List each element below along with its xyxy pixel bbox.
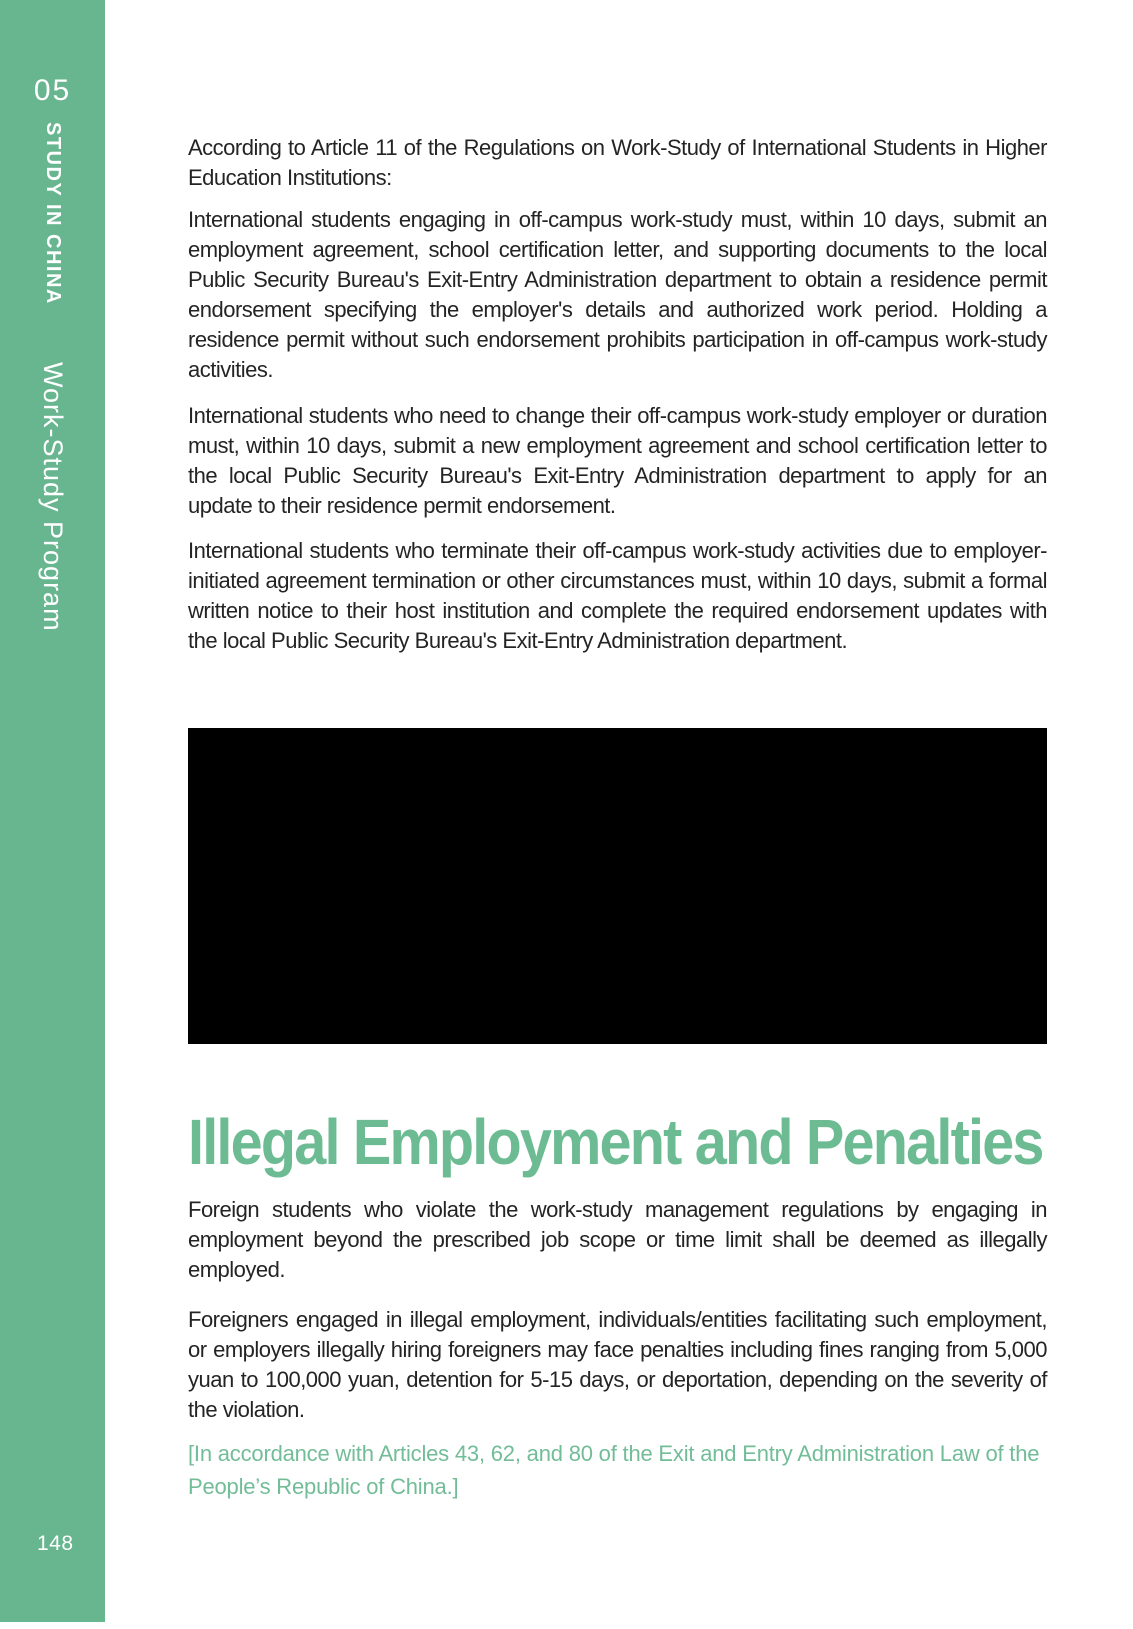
chapter-number: 05 <box>33 74 72 107</box>
chapter-title: STUDY IN CHINA <box>42 122 64 305</box>
page-number: 148 <box>37 1532 74 1555</box>
paragraph-endorsement-requirement: International students engaging in off-campus work-study must, within 10 days, submit an employment agreement, school certification letter, and supporting documents to the local Public Security Bureau's Exit-Entry Administration department to obtain a residence permit endorsement specifying the employer's details and authorized work period. Holding a residence permit without such endorsement prohibits participation in off-campus work-study activities. <box>188 207 1047 382</box>
photo-placeholder <box>188 728 1047 1044</box>
legal-reference-note: [In accordance with Articles 43, 62, and 80 of the Exit and Entry Administration Law of the People’s Republic of China.] <box>188 1441 1040 1499</box>
paragraph-termination-notice: International students who terminate their off-campus work-study activities due to employer-initiated agreement termination or other circumstances must, within 10 days, submit a formal written notice to their host institution and complete the required endorsement updates with the local Public Security Bureau's Exit-Entry Administration department. <box>188 538 1047 653</box>
intro-paragraph-regulation-reference: According to Article 11 of the Regulations on Work-Study of International Students in Higher Education Institutions: <box>188 135 1047 190</box>
paragraph-illegal-employment-definition: Foreign students who violate the work-study management regulations by engaging in employment beyond the prescribed job scope or time limit shall be deemed as illegally employed. <box>188 1197 1047 1282</box>
paragraph-employer-change: International students who need to change their off-campus work-study employer or duration must, within 10 days, submit a new employment agreement and school certification letter to the local Public Security Bureau's Exit-Entry Administration department to apply for an update to their residence permit endorsement. <box>188 403 1047 518</box>
section-heading: Illegal Employment and Penalties <box>188 1106 1043 1178</box>
chapter-sidebar <box>0 0 105 1622</box>
paragraph-penalties: Foreigners engaged in illegal employment, individuals/entities facilitating such employment, or employers illegally hiring foreigners may face penalties including fines ranging from 5,000 yuan to 100,000 yuan, detention for 5-15 days, or deportation, depending on the severity of the violation. <box>188 1307 1047 1422</box>
section-title: Work-Study Program <box>38 362 68 632</box>
